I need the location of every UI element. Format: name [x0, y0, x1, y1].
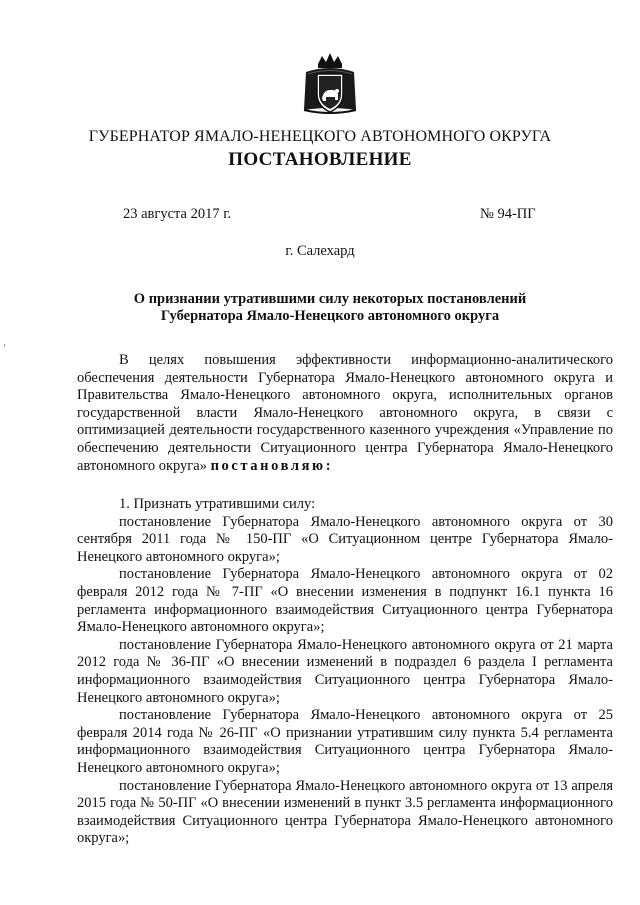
subject-line-1: О признании утратившими силу некоторых постановлений [133, 291, 527, 307]
repealed-entry: постановление Губернатора Ямало-Ненецкого автономного округа от 02 февраля 2012 года № 7-ПГ «О внесении изменения в подпункт 16.1 пункта 16 регламента информационного взаимодействия Ситуационного центра Губернатора Ямало-Ненецкого автономного округа»; [77, 566, 613, 636]
document-subject [70, 291, 590, 325]
preamble-paragraph [77, 352, 613, 475]
margin-mark [4, 344, 5, 347]
repealed-entry: постановление Губернатора Ямало-Ненецкого автономного округа от 21 марта 2012 года № 36-ПГ «О внесении изменений в подраздел 6 раздела I регламента информационного взаимодействия Ситуационного центра Губернатора Ямало-Ненецкого автономного округа»; [77, 636, 613, 706]
preamble-block [77, 352, 613, 475]
document-city: г. Салехард [285, 243, 355, 259]
preamble-text: В целях повышения эффективности информационно-аналитического обеспечения деятельности Губернатора Ямало-Ненецкого автономного округа и Правительства Ямало-Ненецкого автономного округа, исполнительных органов государственной власти Ямало-Ненецкого автономного округа, в связи с оптимизацией деятельности государственного казенного учреждения «Управление по обеспечению деятельности Ситуационного центра Губернатора Ямало-Ненецкого автономного округа» [77, 352, 613, 474]
repealed-entry: постановление Губернатора Ямало-Ненецкого автономного округа от 25 февраля 2014 года № 26-ПГ «О признании утратившим силу пункта 5.4 регламента информационного взаимодействия Ситуационного центра Губернатора Ямало-Ненецкого автономного округа»; [77, 707, 613, 776]
item-1-title: 1. Признать утратившими силу: [119, 496, 316, 512]
document-number: № 94-ПГ [480, 206, 536, 222]
decree-word: постановляю: [210, 457, 334, 474]
document-date: 23 августа 2017 г. [123, 206, 232, 222]
item-1-block [77, 496, 613, 848]
document-type: ПОСТАНОВЛЕНИЕ [228, 149, 412, 170]
coat-of-arms-icon [300, 50, 360, 120]
repealed-entry: постановление Губернатора Ямало-Ненецкого автономного округа от 13 апреля 2015 года № 50-ПГ «О внесении изменений в пункт 3.5 регламента информационного взаимодействия Ситуационного центра Губернатора Ямало-Ненецкого автономного округа»; [77, 777, 613, 847]
repealed-entry: постановление Губернатора Ямало-Ненецкого автономного округа от 30 сентября 2011 года № 150-ПГ «О Ситуационном центре Губернатора Ямало-Ненецкого автономного округа»; [77, 513, 613, 565]
issuing-authority: ГУБЕРНАТОР ЯМАЛО-НЕНЕЦКОГО АВТОНОМНОГО ОКРУГА [88, 128, 552, 145]
subject-line-2: Губернатора Ямало-Ненецкого автономного округа [160, 308, 500, 324]
